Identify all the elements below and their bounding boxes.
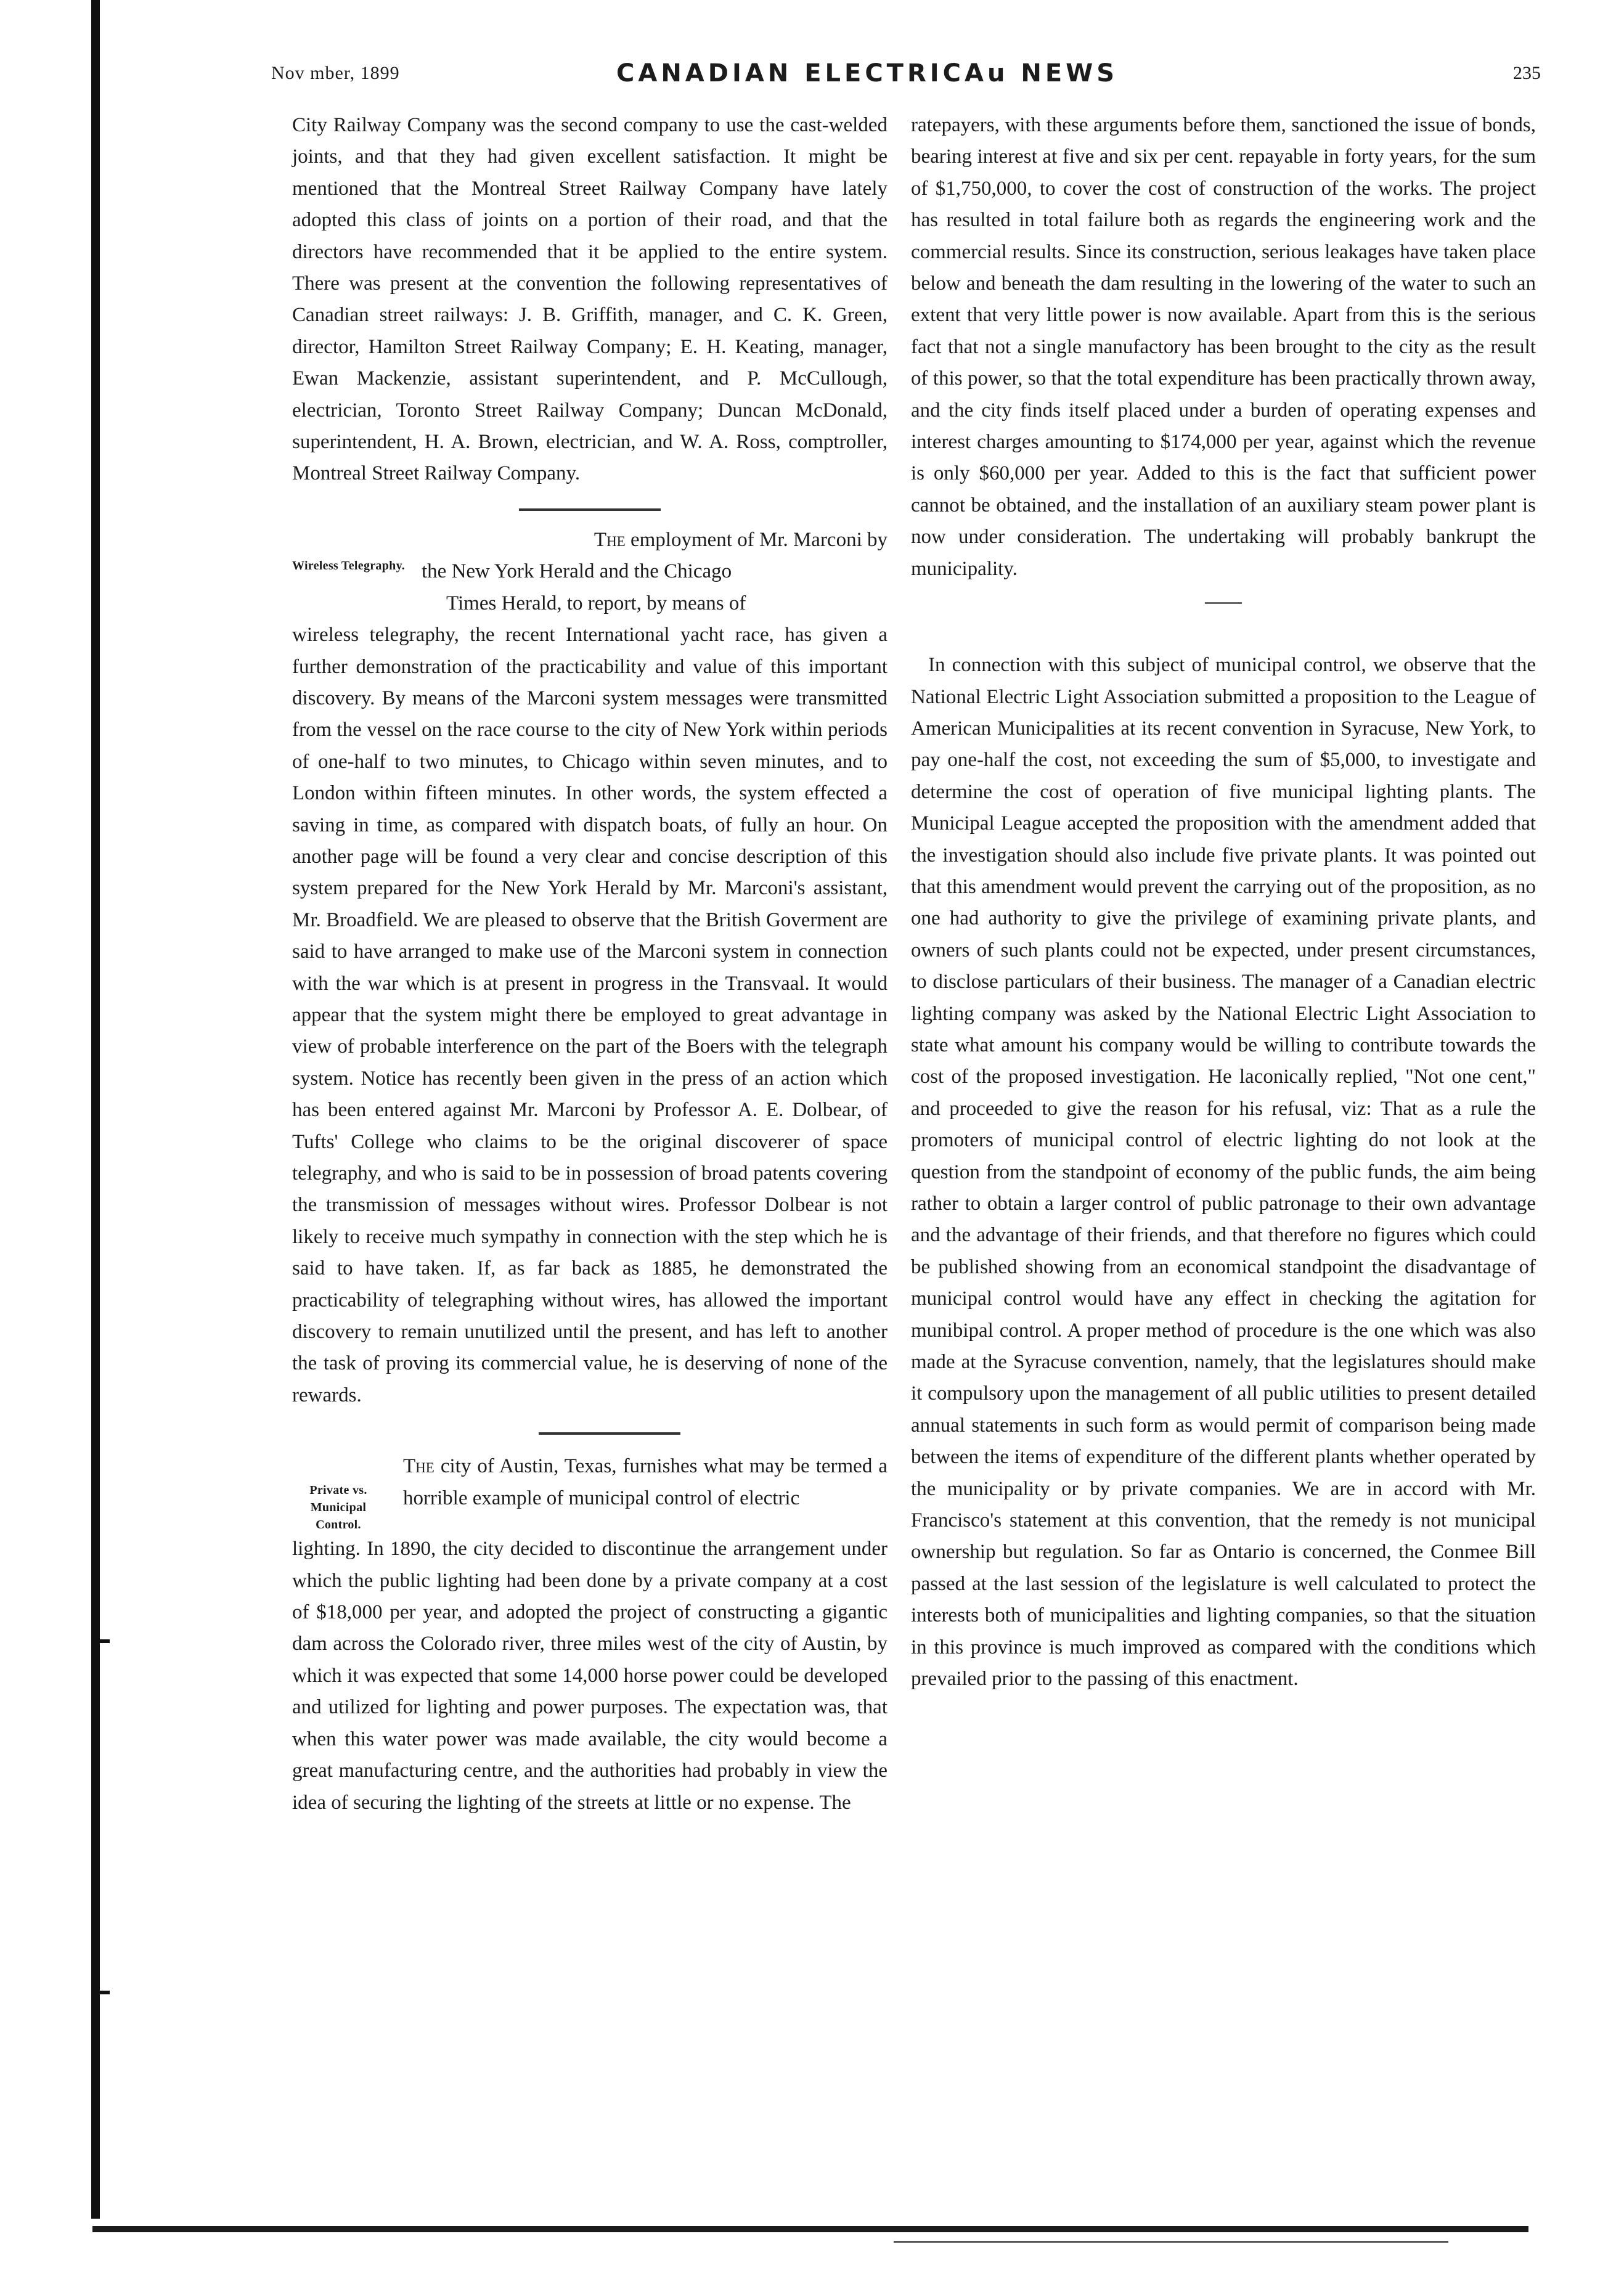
side-note-wireless: Wireless Telegraphy. xyxy=(292,559,406,573)
publication-title: CANADIAN ELECTRICAu NEWS xyxy=(616,59,1119,88)
bottom-rule-thin xyxy=(894,2241,1448,2243)
bottom-rule xyxy=(92,2226,1528,2232)
right-column xyxy=(911,110,1536,1695)
binding-mark xyxy=(92,1991,110,1994)
paragraph-wireless: wireless telegraphy, the recent International yacht race, has given a further demonstration of the practicability and value of this important discovery. By means of the Marconi system messages were transmitted from the vessel on the race course to the city of New York within periods of one-half to two minutes, to Chicago within seven minutes, and to London within fifteen minutes. In other words, the system effected a saving in time, as compared with dispatch boats, of fully an hour. On another page will be found a very clear and concise description of this system prepared for the New York Herald by Mr. Marconi's assistant, Mr. Broadfield. We are pleased to observe that the British Goverment are said to have arranged to make use of the Marconi system in connection with the war which is at present in progress in the Transvaal. It would appear that the system might there be employed to great advantage in view of probable interference on the part of the Boers with the telegraph system. Notice has recently been given in the press of an action which has been entered against Mr. Marconi by Professor A. E. Dolbear, of Tufts' College who claims to be the original discoverer of space telegraphy, and who is said to be in possession of broad patents covering the transmission of messages without wires. Professor Dolbear is not likely to receive much sympathy in connection with the step which he is said to have taken. If, as far back as 1885, he demonstrated the practicability of telegraphing without wires, has allowed the important discovery to remain unutilized until the present, and has left to another the task of proving its commercial value, he is deserving of none of the rewards. xyxy=(292,624,887,1406)
section-divider xyxy=(519,508,661,511)
drop-word: The xyxy=(594,528,626,551)
issue-date: Nov mber, 1899 xyxy=(271,63,400,83)
page-number: 235 xyxy=(1513,63,1541,83)
austin-side-block xyxy=(292,1451,887,1533)
section-divider xyxy=(539,1432,680,1435)
paragraph-austin-continued: ratepayers, with these arguments before them, sanctioned the issue of bonds, bearing interest at five and six per cent. repayable in forty years, for the sum of $1,750,000, to cover the cost of construction of the works. The project has resulted in total failure both as regards the engineering work and the commercial results. Since its construction, serious leakages have taken place below and beneath the dam resulting in the lowering of the water to such an extent that very little power is now available. Apart from this is the serious fact that not a single manufactory has been brought to the city as the result of this power, so that the total expenditure has been practically thrown away, and the city finds itself placed under a burden of operating expenses and interest charges amounting to $174,000 per year, against which the revenue is only $60,000 per year. Added to this is the fact that sufficient power cannot be obtained, and the installation of an auxiliary steam power plant is now under consideration. The undertaking will probably bankrupt the municipality. xyxy=(911,114,1536,580)
section-divider xyxy=(1205,602,1242,604)
wireless-lead-line: The employment of Mr. Marconi by xyxy=(594,528,887,551)
binding-mark xyxy=(92,1639,110,1643)
drop-word: The xyxy=(403,1455,435,1478)
wireless-side-block xyxy=(292,556,887,619)
wireless-lead-continued: the New York Herald and the Chicago Times Herald, to report, by means of xyxy=(422,560,746,614)
austin-lead: The city of Austin, Texas, furnishes what may be termed a horrible example of municipal control of electric xyxy=(403,1455,887,1509)
paragraph-austin: lighting. In 1890, the city decided to discontinue the arrangement under which the public lighting had been done by a private company at a cost of $18,000 per year, and adopted the project of constructing a gigantic dam across the Colorado river, three miles west of the city of Austin, by which it was expected that some 14,000 horse power could be developed and utilized for lighting and power purposes. The expectation was, that when this water power was made available, the city would become a great manufacturing centre, and the authorities had probably in view the idea of securing the lighting of the streets at little or no expense. The xyxy=(292,1538,887,1814)
running-header xyxy=(271,59,1559,96)
left-column xyxy=(292,110,887,1819)
binding-rule xyxy=(91,0,100,2219)
paragraph-municipal-control: In connection with this subject of municipal control, we observe that the National Electric Light Association submitted a proposition to the League of American Municipalities at its recent convention in Syracuse, New York, to pay one-half the cost, not exceeding the sum of $5,000, to investigate and determine the cost of operation of five municipal lighting plants. The Municipal League accepted the proposition with the amendment added that the investigation should also include five private plants. It was pointed out that this amendment would prevent the carrying out of the proposition, as no one had authority to give the privilege of examining private plants, and owners of such plants could not be expected, under present circumstances, to disclose particulars of their business. The manager of a Canadian electric lighting company was asked by the National Electric Light Association to state what amount his company would be willing to contribute towards the cost of the proposed investigation. He laconically replied, "Not one cent," and proceeded to give the reason for his refusal, viz: That as a rule the promoters of municipal control of electric lighting do not look at the question from the standpoint of economy of the public funds, the aim being rather to obtain a larger control of public patronage to their own advantage and the advantage of their friends, and that therefore no figures which could be published showing from an economical standpoint the disadvantage of municipal control would have any effect in checking the agitation for munibipal control. A proper method of procedure is the one which was also made at the Syracuse convention, namely, that the legislatures should make it compulsory upon the management of all public utilities to present detailed annual statements in such form as would permit of comparison being made between the items of expenditure of the different plants whether operated by the municipality or by private companies. We are in accord with Mr. Francisco's statement at this convention, that the remedy is not municipal ownership but regulation. So far as Ontario is concerned, the Conmee Bill passed at the last session of the legislature is well calculated to protect the interests both of municipalities and lighting companies, so that the situation in this province is much improved as compared with the conditions which prevailed prior to the passing of this enactment. xyxy=(911,654,1536,1691)
paragraph-street-railway: City Railway Company was the second company to use the cast-welded joints, and that they had given excellent satisfaction. It might be mentioned that the Montreal Street Railway Company have lately adopted this class of joints on a portion of their road, and that the directors have recommended that it be applied to the entire system. There was present at the convention the following representatives of Canadian street railways: J. B. Griffith, manager, and C. K. Green, director, Hamilton Street Railway Company; E. H. Keating, manager, Ewan Mackenzie, assistant superintendent, and P. McCullough, electrician, Toronto Street Railway Company; Duncan McDonald, superintendent, H. A. Brown, electrician, and W. A. Ross, comptroller, Montreal Street Railway Company. xyxy=(292,114,887,485)
side-note-private-municipal: Private vs. Municipal Control. xyxy=(309,1483,367,1532)
